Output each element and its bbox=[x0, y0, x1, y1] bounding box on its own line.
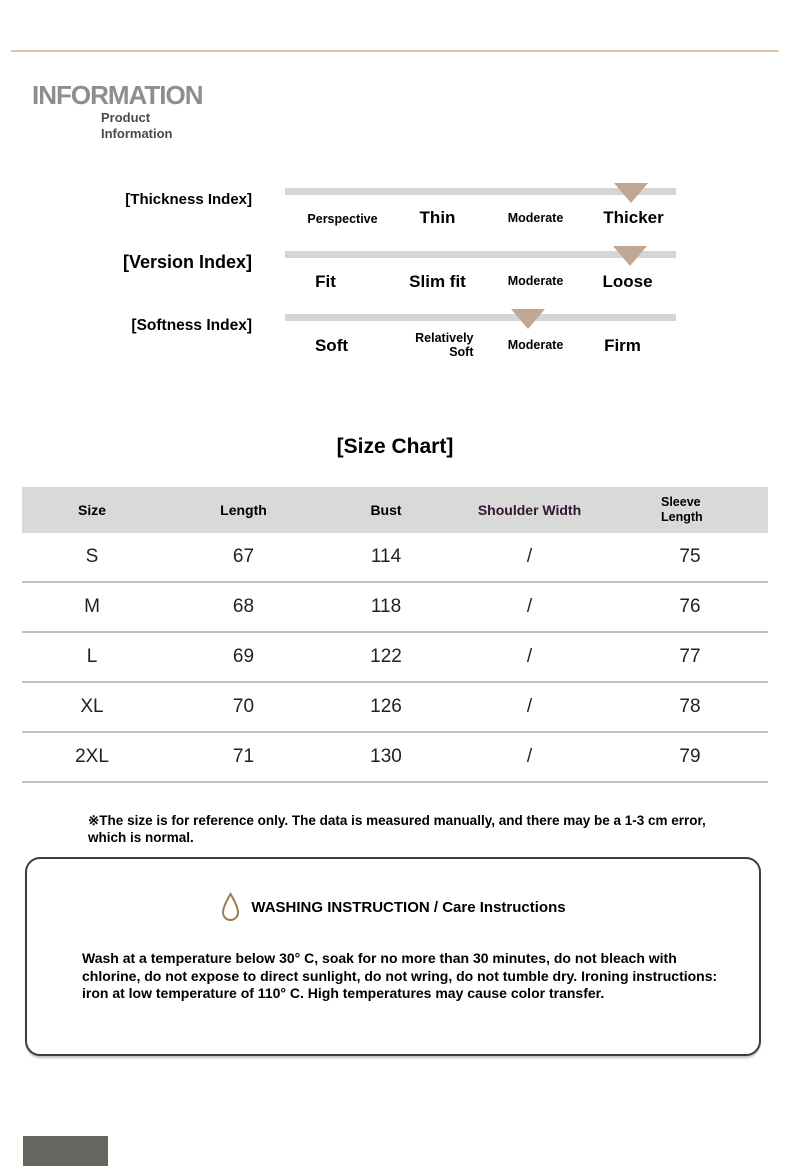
version-option-slim-fit: Slim fit bbox=[409, 272, 466, 291]
version-option-fit: Fit bbox=[315, 272, 336, 291]
softness-option-firm: Firm bbox=[604, 336, 641, 355]
cell-sleeve-length: 79 bbox=[679, 746, 701, 767]
cell-size: 2XL bbox=[75, 746, 109, 767]
thickness-index-label: [Thickness Index] bbox=[125, 191, 252, 208]
care-title: WASHING INSTRUCTION / Care Instructions bbox=[251, 898, 566, 916]
version-marker-icon bbox=[613, 246, 647, 266]
softness-marker-icon bbox=[511, 309, 545, 329]
cell-shoulder-width: / bbox=[526, 746, 533, 767]
softness-option-soft: Soft bbox=[314, 336, 349, 355]
cell-size: M bbox=[84, 596, 100, 617]
care-body-text: Wash at a temperature below 30° C, soak for no more than 30 minutes, do not bleach with chlorine, do not expose to direct sunlight, do not wring, do not tumble dry. Ironing instructions: iron at low temperature of 110° C. High temperatures may cause color transfer. bbox=[82, 950, 718, 1001]
cell-length: 68 bbox=[232, 596, 255, 617]
cell-sleeve-length: 76 bbox=[679, 596, 701, 617]
table-row-2xl bbox=[22, 733, 768, 783]
softness-scale-bar bbox=[285, 314, 676, 321]
cell-sleeve-length: 77 bbox=[679, 646, 701, 667]
cell-shoulder-width: / bbox=[526, 546, 533, 567]
thickness-option-perspective: Perspective bbox=[307, 212, 378, 226]
cell-size: XL bbox=[80, 696, 104, 717]
column-header-size: Size bbox=[77, 502, 106, 518]
softness-option-relatively-soft: Relatively Soft bbox=[415, 331, 474, 359]
cell-length: 67 bbox=[232, 546, 255, 567]
cell-size: L bbox=[86, 646, 98, 667]
cell-sleeve-length: 75 bbox=[679, 546, 701, 567]
column-header-sleeve-length: Sleeve Length bbox=[661, 495, 703, 524]
subtitle-line-2: Information bbox=[101, 126, 173, 141]
next-section-fragment bbox=[23, 1136, 108, 1166]
cell-size: S bbox=[85, 546, 99, 567]
cell-length: 70 bbox=[232, 696, 255, 717]
cell-bust: 118 bbox=[370, 596, 402, 617]
cell-bust: 114 bbox=[370, 546, 402, 567]
column-header-bust: Bust bbox=[370, 502, 402, 518]
table-row-m bbox=[22, 583, 768, 633]
softness-option-moderate: Moderate bbox=[507, 338, 564, 352]
cell-length: 71 bbox=[232, 746, 255, 767]
thickness-marker-icon bbox=[614, 183, 648, 203]
thickness-option-moderate: Moderate bbox=[507, 211, 564, 225]
thickness-option-thicker: Thicker bbox=[603, 208, 664, 227]
cell-bust: 126 bbox=[370, 696, 402, 717]
top-divider bbox=[11, 50, 779, 52]
size-chart-header-row bbox=[22, 487, 768, 533]
care-header bbox=[27, 892, 759, 922]
version-index-label: [Version Index] bbox=[122, 252, 252, 272]
thickness-option-thin: Thin bbox=[419, 208, 456, 227]
page-title: INFORMATION bbox=[32, 80, 203, 110]
cell-bust: 130 bbox=[370, 746, 402, 767]
size-note: ※The size is for reference only. The data is measured manually, and there may be a 1-3 cm error, which is normal. bbox=[88, 813, 706, 845]
cell-bust: 122 bbox=[370, 646, 402, 667]
cell-shoulder-width: / bbox=[526, 646, 533, 667]
table-row-xl bbox=[22, 683, 768, 733]
subtitle-line-1: Product bbox=[101, 110, 151, 125]
size-chart-table bbox=[22, 487, 768, 783]
version-option-moderate: Moderate bbox=[507, 274, 564, 288]
column-header-shoulder-width: Shoulder Width bbox=[477, 502, 582, 518]
cell-sleeve-length: 78 bbox=[679, 696, 701, 717]
version-option-loose: Loose bbox=[602, 272, 653, 291]
cell-length: 69 bbox=[232, 646, 255, 667]
care-instructions-box bbox=[25, 857, 761, 1056]
size-chart-title: [Size Chart] bbox=[336, 435, 454, 458]
water-drop-icon bbox=[220, 892, 241, 922]
table-row-s bbox=[22, 533, 768, 583]
page-subtitle bbox=[101, 110, 173, 142]
softness-index-label: [Softness Index] bbox=[131, 317, 252, 334]
cell-shoulder-width: / bbox=[526, 596, 533, 617]
table-row-l bbox=[22, 633, 768, 683]
column-header-length: Length bbox=[220, 502, 267, 518]
cell-shoulder-width: / bbox=[526, 696, 533, 717]
